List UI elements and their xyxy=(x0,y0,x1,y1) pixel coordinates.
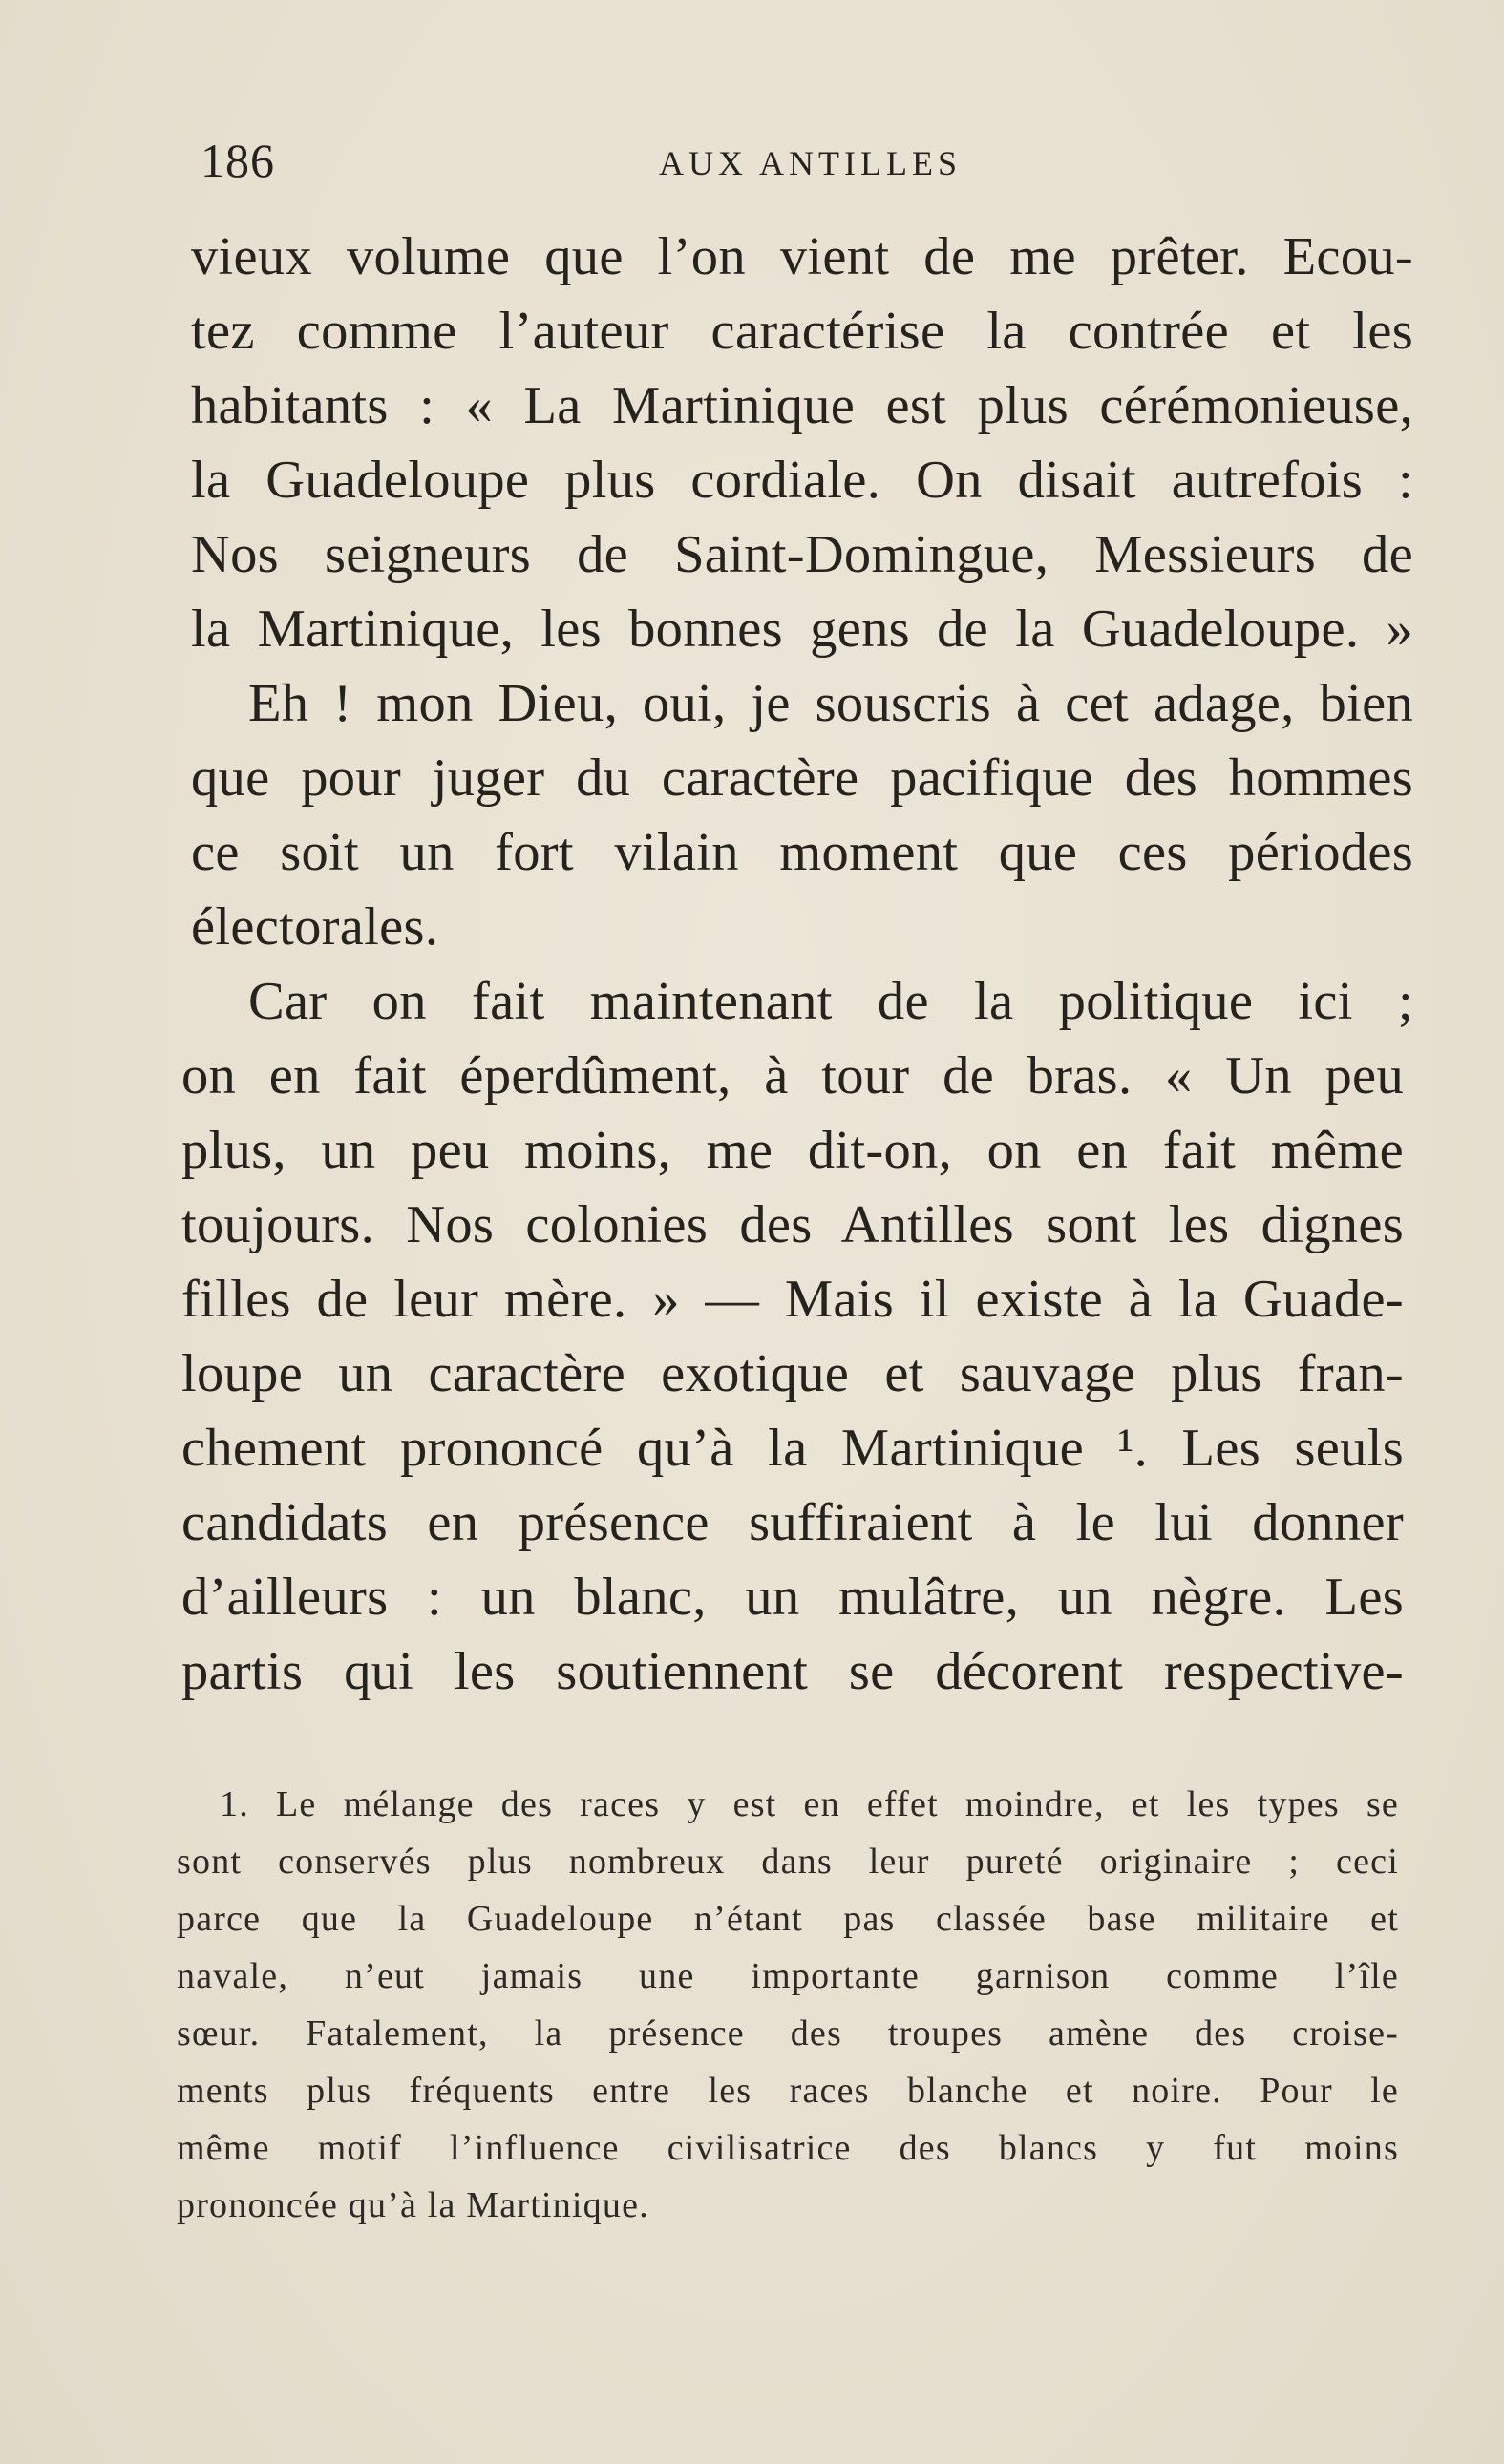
body-line: chement prononcé qu’à la Martinique ¹. Les seuls xyxy=(181,1419,1404,1478)
body-line: vieux volume que l’on vient de me prêter. Ecou- xyxy=(191,227,1413,286)
body-line: habitants : « La Martinique est plus cérémonieuse, xyxy=(191,376,1413,435)
running-title: AUX ANTILLES xyxy=(659,144,962,182)
body-line: toujours. Nos colonies des Antilles sont les dignes xyxy=(181,1195,1404,1254)
footnote-line: parce que la Guadeloupe n’étant pas classée base militaire et xyxy=(177,1899,1399,1939)
footnote-line: sont conservés plus nombreux dans leur pureté originaire ; ceci xyxy=(177,1842,1399,1882)
body-line: ce soit un fort vilain moment que ces périodes xyxy=(191,823,1413,882)
body-line: Eh ! mon Dieu, oui, je souscris à cet adage, bien xyxy=(248,674,1413,733)
body-line: la Guadeloupe plus cordiale. On disait autrefois : xyxy=(191,451,1413,510)
body-line: loupe un caractère exotique et sauvage plus fran- xyxy=(181,1344,1404,1403)
footnote-line: ments plus fréquents entre les races blanche et noire. Pour le xyxy=(177,2071,1399,2111)
body-line: Car on fait maintenant de la politique ici ; xyxy=(248,972,1413,1031)
body-line: tez comme l’auteur caractérise la contrée et les xyxy=(191,302,1413,361)
body-line: partis qui les soutiennent se décorent respective- xyxy=(181,1642,1404,1701)
page-header xyxy=(201,132,1423,189)
body-line: électorales. xyxy=(191,897,439,957)
footnote-line: navale, n’eut jamais une importante garnison comme l’île xyxy=(177,1956,1399,1996)
body-line: que pour juger du caractère pacifique des hommes xyxy=(191,748,1413,808)
body-line: Nos seigneurs de Saint-Domingue, Messieurs de xyxy=(191,525,1413,584)
body-line: on en fait éperdûment, à tour de bras. « Un peu xyxy=(181,1046,1404,1106)
page-number: 186 xyxy=(201,134,275,187)
footnote-line: prononcée qu’à la Martinique. xyxy=(177,2185,649,2225)
footnote-line: même motif l’influence civilisatrice des blancs y fut moins xyxy=(177,2128,1399,2168)
body-line: la Martinique, les bonnes gens de la Guadeloupe. » xyxy=(191,600,1413,659)
body-line: plus, un peu moins, me dit-on, on en fait même xyxy=(181,1121,1404,1180)
footnote-line: sœur. Fatalement, la présence des troupes amène des croise- xyxy=(177,2013,1399,2053)
footnote-line: 1. Le mélange des races y est en effet moindre, et les types se xyxy=(220,1784,1399,1824)
body-line: candidats en présence suffiraient à le lui donner xyxy=(181,1493,1404,1552)
body-line: d’ailleurs : un blanc, un mulâtre, un nègre. Les xyxy=(181,1568,1404,1627)
body-line: filles de leur mère. » — Mais il existe à la Guade- xyxy=(181,1270,1404,1329)
